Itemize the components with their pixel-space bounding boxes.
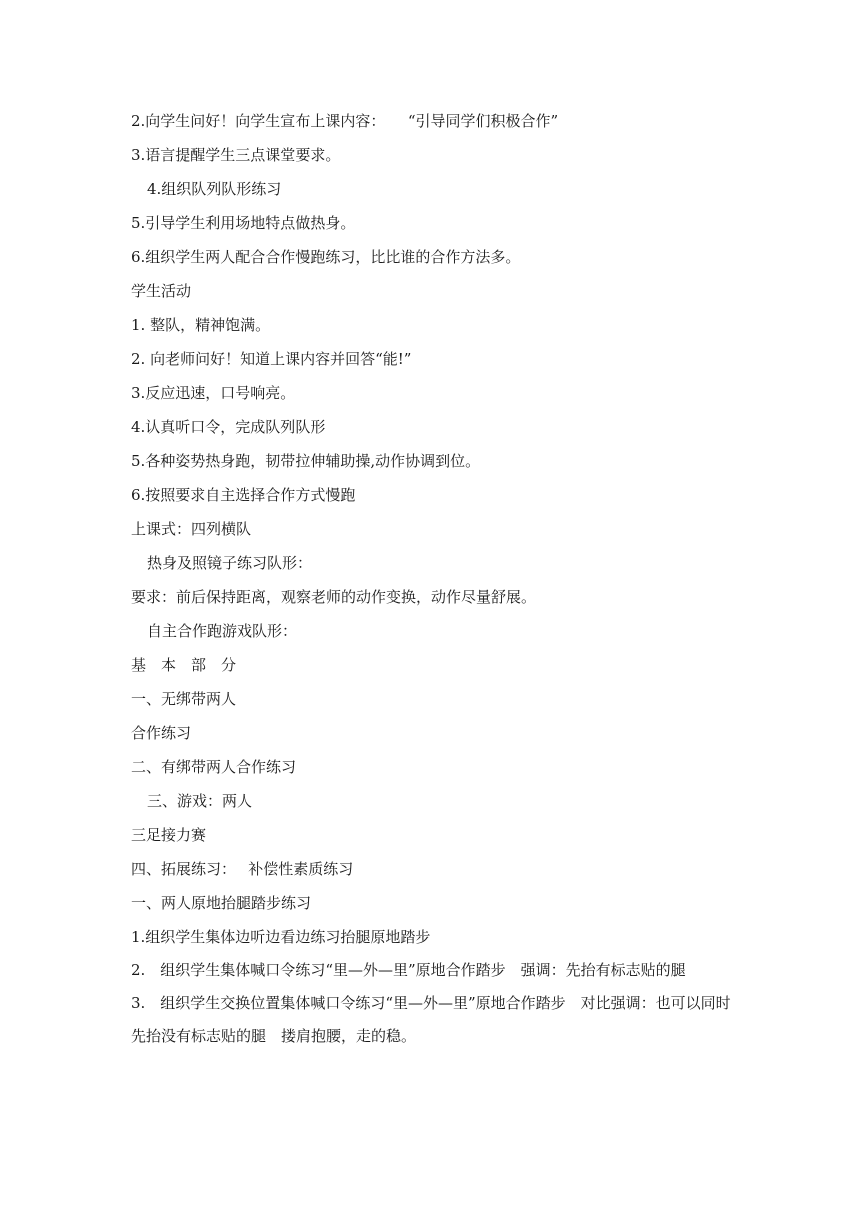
line-class-formation: 上课式：四列横队 bbox=[131, 520, 252, 538]
line-part-2: 二、有绑带两人合作练习 bbox=[131, 758, 297, 776]
section-basic-part: 基 本 部 分 bbox=[131, 656, 237, 674]
line-part-1b: 合作练习 bbox=[131, 724, 192, 742]
document-body bbox=[131, 104, 743, 1053]
line-greeting: 2.向学生问好！向学生宣布上课内容： “引导同学们积极合作” bbox=[131, 112, 559, 130]
line-requirements: 3.语言提醒学生三点课堂要求。 bbox=[131, 146, 341, 164]
line-part-4: 四、拓展练习： 补偿性素质练习 bbox=[131, 860, 354, 878]
line-student-5: 5.各种姿势热身跑，韧带拉伸辅助操,动作协调到位。 bbox=[131, 452, 481, 470]
section-student-activities: 学生活动 bbox=[131, 282, 192, 300]
line-warmup: 5.引导学生利用场地特点做热身。 bbox=[131, 214, 356, 232]
line-pair-jog: 6.组织学生两人配合合作慢跑练习，比比谁的合作方法多。 bbox=[131, 248, 521, 266]
line-part-1a: 一、无绑带两人 bbox=[131, 690, 237, 708]
line-step-3: 3. 组织学生交换位置集体喊口令练习“里—外—里”原地合作踏步 对比强调：也可以同时先抬没有标志贴的腿 搂肩抱腰，走的稳。 bbox=[131, 994, 731, 1045]
line-pair-stepping: 一、两人原地抬腿踏步练习 bbox=[131, 894, 312, 912]
line-part-3a: 三、游戏：两人 bbox=[147, 792, 253, 810]
line-student-2: 2. 向老师问好！知道上课内容并回答“能!” bbox=[131, 350, 412, 368]
line-requirement: 要求：前后保持距离，观察老师的动作变换，动作尽量舒展。 bbox=[131, 588, 537, 606]
line-student-6: 6.按照要求自主选择合作方式慢跑 bbox=[131, 486, 356, 504]
line-student-4: 4.认真听口令，完成队列队形 bbox=[131, 418, 326, 436]
line-formation-practice: 4.组织队列队形练习 bbox=[147, 180, 282, 198]
line-mirror-formation: 热身及照镜子练习队形： bbox=[147, 554, 313, 572]
line-game-formation: 自主合作跑游戏队形： bbox=[147, 622, 298, 640]
line-student-3: 3.反应迅速，口号响亮。 bbox=[131, 384, 296, 402]
line-step-1: 1.组织学生集体边听边看边练习抬腿原地踏步 bbox=[131, 928, 431, 946]
line-part-3b: 三足接力赛 bbox=[131, 826, 207, 844]
line-step-2: 2. 组织学生集体喊口令练习“里—外—里”原地合作踏步 强调：先抬有标志贴的腿 bbox=[131, 961, 686, 979]
line-student-1: 1. 整队，精神饱满。 bbox=[131, 316, 271, 334]
